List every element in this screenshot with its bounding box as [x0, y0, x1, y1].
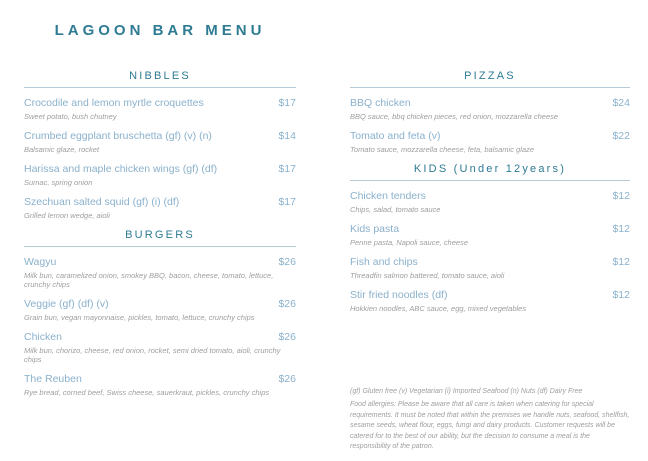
menu-item — [350, 289, 630, 313]
item-price: $14 — [278, 130, 296, 142]
menu-item — [24, 97, 296, 121]
menu-item — [350, 190, 630, 214]
item-description: Sweet potato, bush chutney — [24, 112, 117, 121]
item-name: Crocodile and lemon myrtle croquettes — [24, 97, 204, 109]
item-name: Stir fried noodles (df) — [350, 289, 448, 301]
menu-item — [24, 163, 296, 187]
item-description: Grilled lemon wedge, aioli — [24, 211, 110, 220]
item-name: Wagyu — [24, 256, 57, 268]
menu-item — [350, 256, 630, 280]
item-price: $26 — [278, 331, 296, 343]
item-name: Kids pasta — [350, 223, 400, 235]
menu-item — [24, 256, 296, 289]
section-header-nibbles: NIBBLES — [24, 70, 296, 88]
item-name: Szechuan salted squid (gf) (i) (df) — [24, 196, 180, 208]
item-name: The Reuben — [24, 373, 82, 385]
item-price: $24 — [612, 97, 630, 109]
item-name: Chicken tenders — [350, 190, 426, 202]
item-name: BBQ chicken — [350, 97, 411, 109]
item-name: Crumbed eggplant bruschetta (gf) (v) (n) — [24, 130, 212, 142]
item-price: $26 — [278, 256, 296, 268]
section-header-kids: KIDS (Under 12years) — [350, 163, 630, 181]
dietary-legend: (gf) Gluten free (v) Vegetarian (i) Imported Seafood (n) Nuts (df) Dairy Free — [350, 388, 583, 395]
left-column — [24, 70, 296, 406]
item-description: Tomato sauce, mozzarella cheese, feta, balsamic glaze — [350, 145, 534, 154]
footer — [350, 388, 632, 453]
item-price: $22 — [612, 130, 630, 142]
item-description: Threadfin salmon battered, tomato sauce, aioli — [350, 271, 505, 280]
item-description: Balsamic glaze, rocket — [24, 145, 100, 154]
section-pizzas — [350, 70, 630, 154]
item-price: $12 — [612, 190, 630, 202]
item-name: Fish and chips — [350, 256, 418, 268]
section-kids — [350, 163, 630, 313]
item-price: $26 — [278, 373, 296, 385]
item-description: Hokkien noodles, ABC sauce, egg, mixed vegetables — [350, 304, 527, 313]
menu-item — [24, 298, 296, 322]
menu-item — [24, 196, 296, 220]
item-price: $12 — [612, 289, 630, 301]
menu-item — [350, 223, 630, 247]
item-price: $12 — [612, 223, 630, 235]
item-description: Milk bun, chorizo, cheese, red onion, rocket, semi dried tomato, aioli, crunchy chips — [24, 346, 281, 364]
item-description: BBQ sauce, bbq chicken pieces, red onion, mozzarella cheese — [350, 112, 559, 121]
item-description: Grain bun, vegan mayonnaise, pickles, tomato, lettuce, crunchy chips — [24, 313, 255, 322]
item-description: Chips, salad, tomato sauce — [350, 205, 441, 214]
item-name: Harissa and maple chicken wings (gf) (df) — [24, 163, 218, 175]
right-column — [350, 70, 630, 322]
menu-item — [350, 130, 630, 154]
item-description: Milk bun, caramelized onion, smokey BBQ, bacon, cheese, tomato, lettuce, crunchy chips — [24, 271, 274, 289]
item-name: Tomato and feta (v) — [350, 130, 441, 142]
section-header-burgers: BURGERS — [24, 229, 296, 247]
item-description: Rye bread, corned beef, Swiss cheese, sauerkraut, pickles, crunchy chips — [24, 388, 270, 397]
item-price: $26 — [278, 298, 296, 310]
item-description: Penne pasta, Napoli sauce, cheese — [350, 238, 468, 247]
item-price: $17 — [278, 196, 296, 208]
item-name: Veggie (gf) (df) (v) — [24, 298, 109, 310]
item-price: $17 — [278, 163, 296, 175]
menu-item — [24, 130, 296, 154]
item-price: $17 — [278, 97, 296, 109]
item-name: Chicken — [24, 331, 62, 343]
section-header-pizzas: PIZZAS — [350, 70, 630, 88]
menu-title: LAGOON BAR MENU — [54, 22, 266, 39]
menu-item — [350, 97, 630, 121]
section-burgers — [24, 229, 296, 397]
allergy-note: Food allergies: Please be aware that all care is taken when catering for special requirements. It must be noted that within the premises we handle nuts, seafood, shellfish, sesame seeds, wheat flour, eggs, fungi and dairy products. Customer requests will be catered for to the best of our ability, but the decision to consume a meal is the responsibility of the patron. — [350, 401, 630, 450]
menu-item — [24, 373, 296, 397]
menu-item — [24, 331, 296, 364]
item-description: Sumac, spring onion — [24, 178, 93, 187]
item-price: $12 — [612, 256, 630, 268]
section-nibbles — [24, 70, 296, 220]
